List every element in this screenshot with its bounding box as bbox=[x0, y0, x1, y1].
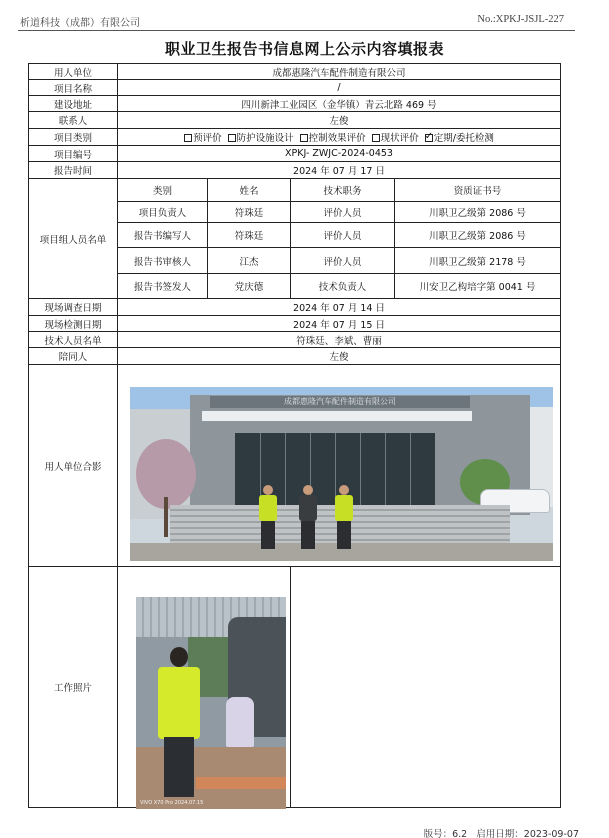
team-title: 评价人员 bbox=[291, 202, 395, 223]
company-header: 析道科技（成都）有限公司 bbox=[20, 18, 140, 29]
photo-worker-head bbox=[170, 647, 188, 667]
contact-value: 左俊 bbox=[118, 112, 561, 129]
team-label: 项目组人员名单 bbox=[29, 179, 118, 299]
document-number: No.:XPKJ-JSJL-227 bbox=[477, 14, 564, 25]
row-report-date bbox=[29, 162, 561, 179]
row-survey-date bbox=[29, 299, 561, 316]
team-name: 符珠廷 bbox=[208, 223, 291, 248]
person-figure bbox=[258, 485, 278, 549]
project-no-label: 项目编号 bbox=[29, 146, 118, 162]
row-contact bbox=[29, 112, 561, 129]
site-address-value: 四川新津工业园区（金华镇）青云北路 469 号 bbox=[118, 96, 561, 112]
team-cert: 川职卫乙级第 2178 号 bbox=[395, 248, 561, 274]
survey-date-value: 2024 年 07 月 14 日 bbox=[118, 299, 561, 316]
option-status-evaluation[interactable]: 现状评价 bbox=[372, 133, 419, 144]
checkbox-protection-design[interactable] bbox=[228, 134, 236, 142]
team-role: 报告书签发人 bbox=[118, 274, 208, 299]
photo-seated-person bbox=[226, 697, 254, 747]
technicians-label: 技术人员名单 bbox=[29, 332, 118, 348]
row-escort bbox=[29, 348, 561, 365]
test-date-value: 2024 年 07 月 15 日 bbox=[118, 316, 561, 332]
team-header-cert: 资质证书号 bbox=[395, 179, 561, 202]
team-header-role: 类别 bbox=[118, 179, 208, 202]
checkbox-pre-evaluation[interactable] bbox=[184, 134, 192, 142]
work-photo bbox=[136, 597, 286, 809]
row-employer bbox=[29, 64, 561, 80]
row-team-header bbox=[29, 179, 561, 202]
group-photo-label: 用人单位合影 bbox=[29, 365, 118, 567]
team-name: 符珠廷 bbox=[208, 202, 291, 223]
team-cert: 川职卫乙级第 2086 号 bbox=[395, 223, 561, 248]
team-title: 评价人员 bbox=[291, 248, 395, 274]
project-name-value: / bbox=[118, 80, 561, 96]
checkbox-control-effect[interactable] bbox=[300, 134, 308, 142]
option-pre-evaluation[interactable]: 预评价 bbox=[184, 133, 222, 144]
photo-worker-legs bbox=[164, 737, 194, 797]
option-protection-design[interactable]: 防护设施设计 bbox=[228, 133, 294, 144]
site-address-label: 建设地址 bbox=[29, 96, 118, 112]
team-title: 技术负责人 bbox=[291, 274, 395, 299]
team-role: 报告书审核人 bbox=[118, 248, 208, 274]
footer-effective-date: 启用日期：2023-09-07 bbox=[476, 829, 579, 838]
person-figure bbox=[334, 485, 354, 549]
row-work-photo bbox=[29, 567, 561, 808]
survey-date-label: 现场调查日期 bbox=[29, 299, 118, 316]
group-photo bbox=[130, 387, 553, 561]
row-test-date bbox=[29, 316, 561, 332]
empty-photo-cell bbox=[291, 567, 561, 808]
row-project-no bbox=[29, 146, 561, 162]
person-figure bbox=[298, 485, 318, 549]
footer-version: 版号：6.2 bbox=[423, 829, 468, 838]
project-category-options bbox=[118, 129, 561, 146]
photo-worker-vest bbox=[158, 667, 200, 739]
team-role: 项目负责人 bbox=[118, 202, 208, 223]
team-role: 报告书编写人 bbox=[118, 223, 208, 248]
team-name: 党庆德 bbox=[208, 274, 291, 299]
employer-value: 成都惠隆汽车配件制造有限公司 bbox=[118, 64, 561, 80]
test-date-label: 现场检测日期 bbox=[29, 316, 118, 332]
building-sign: 成都惠隆汽车配件制造有限公司 bbox=[210, 396, 470, 408]
row-project-category bbox=[29, 129, 561, 146]
checkbox-periodic-testing[interactable] bbox=[425, 134, 433, 142]
project-no-value: XPKJ- ZWJC-2024-0453 bbox=[118, 146, 561, 162]
report-date-label: 报告时间 bbox=[29, 162, 118, 179]
technicians-value: 符珠廷、李斌、曹丽 bbox=[118, 332, 561, 348]
team-cert: 川安卫乙构培字第 0041 号 bbox=[395, 274, 561, 299]
option-control-effect[interactable]: 控制效果评价 bbox=[300, 133, 366, 144]
photo-tree-trunk bbox=[164, 497, 168, 537]
footer bbox=[424, 826, 579, 838]
row-technicians bbox=[29, 332, 561, 348]
team-header-title: 技术职务 bbox=[291, 179, 395, 202]
project-category-label: 项目类别 bbox=[29, 129, 118, 146]
contact-label: 联系人 bbox=[29, 112, 118, 129]
camera-stamp: VIVO X70 Pro 2024.07.15 bbox=[140, 800, 204, 806]
project-name-label: 项目名称 bbox=[29, 80, 118, 96]
page-title: 职业卫生报告书信息网上公示内容填报表 bbox=[164, 40, 444, 58]
header-divider bbox=[18, 30, 575, 31]
team-cert: 川职卫乙级第 2086 号 bbox=[395, 202, 561, 223]
row-project-name bbox=[29, 80, 561, 96]
team-name: 江杰 bbox=[208, 248, 291, 274]
team-title: 评价人员 bbox=[291, 223, 395, 248]
report-date-value: 2024 年 07 月 17 日 bbox=[118, 162, 561, 179]
escort-value: 左俊 bbox=[118, 348, 561, 365]
escort-label: 陪同人 bbox=[29, 348, 118, 365]
team-header-name: 姓名 bbox=[208, 179, 291, 202]
photo-canopy bbox=[202, 411, 472, 421]
row-site-address bbox=[29, 96, 561, 112]
checkbox-status-evaluation[interactable] bbox=[372, 134, 380, 142]
work-photo-label: 工作照片 bbox=[29, 567, 118, 808]
employer-label: 用人单位 bbox=[29, 64, 118, 80]
photo-pipe bbox=[196, 777, 286, 789]
option-periodic-testing[interactable]: ✓ 定期/委托检测 bbox=[425, 133, 494, 144]
